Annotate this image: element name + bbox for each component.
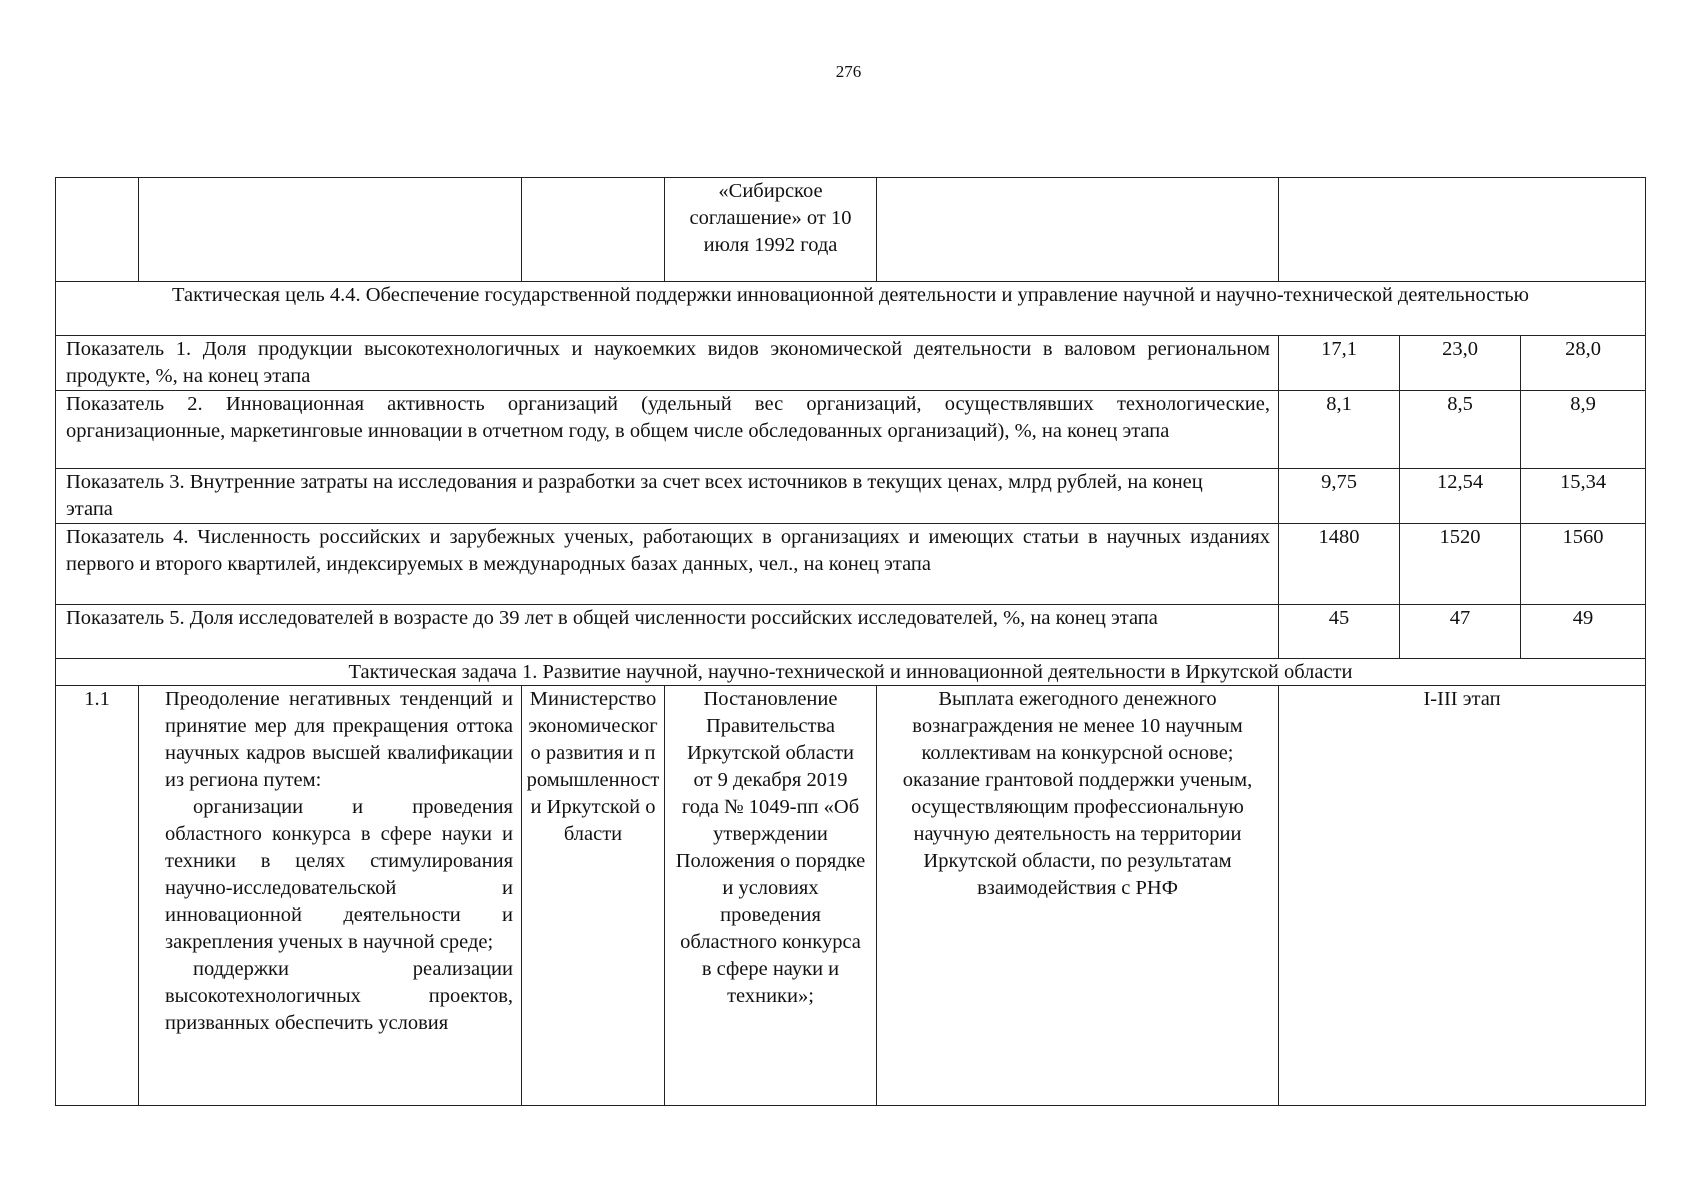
regulatory-document: Постановление Правительства Иркутской области от 9 декабря 2019 года № 1049-пп «Об утверждении Положения о порядке и условиях проведения областного конкурса в сфере науки и техники»; [665, 686, 877, 1106]
implementation-stage: I-III этап [1279, 686, 1646, 1106]
indicator-row [56, 336, 1646, 391]
indicator-row [56, 391, 1646, 469]
measure-row [56, 686, 1646, 1106]
cell-empty-responsible [522, 178, 665, 282]
program-table [55, 177, 1646, 1106]
indicator-value-stage-3: 1560 [1521, 524, 1646, 605]
indicator-value-stage-2: 8,5 [1400, 391, 1521, 469]
tactical-task-row [56, 659, 1646, 686]
tactical-task-heading: Тактическая задача 1. Развитие научной, научно-технической и инновационной деятельности в Иркутской области [56, 659, 1646, 686]
responsible-executor: Министерство экономического развития и промышленности Иркутской области [522, 686, 665, 1106]
cell-empty-number [56, 178, 139, 282]
indicator-value-stage-2: 1520 [1400, 524, 1521, 605]
cell-empty-result [877, 178, 1279, 282]
indicator-text: Показатель 1. Доля продукции высокотехнологичных и наукоемких видов экономической деятельности в валовом региональном продукте, %, на конец этапа [56, 336, 1279, 391]
indicator-value-stage-1: 17,1 [1279, 336, 1400, 391]
indicator-value-stage-3: 15,34 [1521, 469, 1646, 524]
measure-item-text: поддержки реализации высокотехнологичных проектов, призванных обеспечить условия [165, 958, 513, 1034]
indicator-value-stage-3: 49 [1521, 605, 1646, 659]
measure-number: 1.1 [56, 686, 139, 1106]
indicator-text: Показатель 5. Доля исследователей в возрасте до 39 лет в общей численности российских исследователей, %, на конец этапа [56, 605, 1279, 659]
indicator-text: Показатель 2. Инновационная активность организаций (удельный вес организаций, осуществлявших технологические, организационные, маркетинговые инновации в отчетном году, в общем числе обследованных организаций), %, на конец этапа [56, 391, 1279, 469]
indicator-value-stage-3: 28,0 [1521, 336, 1646, 391]
indicator-value-stage-1: 45 [1279, 605, 1400, 659]
page-number: 276 [835, 62, 862, 81]
indicator-row [56, 524, 1646, 605]
indicator-value-stage-3: 8,9 [1521, 391, 1646, 469]
indicator-value-stage-1: 9,75 [1279, 469, 1400, 524]
cell-empty-stage [1279, 178, 1646, 282]
indicator-value-stage-1: 1480 [1279, 524, 1400, 605]
measure-description [139, 686, 522, 1106]
tactical-goal-heading: Тактическая цель 4.4. Обеспечение государственной поддержки инновационной деятельности и управление научной и научно-технической деятельностью [56, 282, 1646, 336]
measure-lead-text: Преодоление негативных тенденций и принятие мер для прекращения оттока научных кадров высшей квалификации из региона путем: [165, 688, 513, 791]
indicator-text: Показатель 3. Внутренние затраты на исследования и разработки за счет всех источников в текущих ценах, млрд рублей, на конец этапа [56, 469, 1279, 524]
indicator-value-stage-2: 47 [1400, 605, 1521, 659]
indicator-value-stage-2: 12,54 [1400, 469, 1521, 524]
cell-empty-measure [139, 178, 522, 282]
indicator-value-stage-1: 8,1 [1279, 391, 1400, 469]
expected-result: Выплата ежегодного денежного вознаграждения не менее 10 научным коллективам на конкурсной основе; оказание грантовой поддержки ученым, осуществляющим профессиональную научную деятельность на территории Иркутской области, по результатам взаимодействия с РНФ [877, 686, 1279, 1106]
indicator-row [56, 605, 1646, 659]
cell-document-continuation: «Сибирское соглашение» от 10 июля 1992 года [665, 178, 877, 282]
indicator-text: Показатель 4. Численность российских и зарубежных ученых, работающих в организациях и имеющих статьи в научных изданиях первого и второго квартилей, индексируемых в международных базах данных, чел., на конец этапа [56, 524, 1279, 605]
indicator-value-stage-2: 23,0 [1400, 336, 1521, 391]
continuation-row [56, 178, 1646, 282]
measure-item-text: организации и проведения областного конкурса в сфере науки и техники в целях стимулирования научно-исследовательской и инновационной деятельности и закрепления ученых в научной среде; [165, 796, 513, 953]
tactical-goal-row [56, 282, 1646, 336]
indicator-row [56, 469, 1646, 524]
